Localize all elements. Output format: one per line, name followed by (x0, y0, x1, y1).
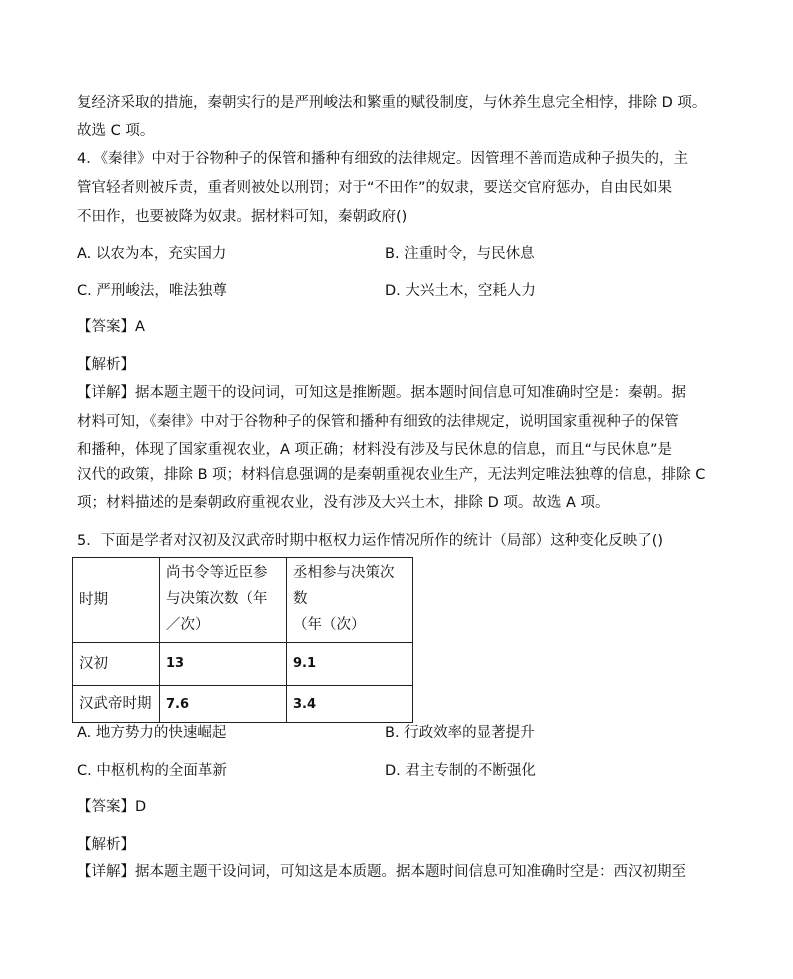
header-chancellor-line-2: （年（次） (293, 617, 366, 633)
question-5-line-1: 5．下面是学者对汉初及汉武帝时期中枢权力运作情况所作的统计（局部）这种变化反映了() (77, 533, 664, 549)
q5-answer: 【答案】D (77, 799, 147, 815)
header-close-officials-line-3: ／次） (166, 617, 210, 633)
decision-statistics-table (72, 557, 413, 723)
question-4-line-2: 管官轻者则被斥责，重者则被处以刑罚；对于“不田作”的奴隶，要送交官府惩办，自由民如果 (77, 180, 673, 196)
question-4-line-3: 不田作，也要被降为奴隶。据材料可知，秦朝政府() (77, 209, 408, 225)
header-period: 时期 (73, 558, 160, 643)
q5-detail-line-1: 【详解】据本题主题干设问词，可知这是本质题。据本题时间信息可知准确时空是：西汉初期至 (77, 864, 686, 880)
table-row (73, 686, 413, 723)
q5-option-a: A. 地方势力的快速崛起 (77, 725, 227, 741)
table-header-row (73, 558, 413, 643)
q4-option-a: A. 以农为本，充实国力 (77, 246, 227, 262)
row-chancellor-value: 3.4 (293, 697, 317, 712)
q4-detail-line-2: 材料可知，《秦律》中对于谷物种子的保管和播种有细致的法律规定，说明国家重视种子的保管 (77, 414, 679, 430)
q5-option-c: C. 中枢机构的全面革新 (77, 763, 227, 779)
header-close-officials-line-2: 与决策次数（年 (166, 591, 268, 607)
q4-option-d: D. 大兴土木，空耗人力 (385, 283, 536, 299)
q5-analysis-heading: 【解析】 (77, 837, 135, 853)
q4-detail-line-1: 【详解】据本题主题干的设问词，可知这是推断题。据本题时间信息可知准确时空是：秦朝。据 (77, 385, 686, 401)
q4-detail-line-4: 汉代的政策，排除 B 项；材料信息强调的是秦朝重视农业生产，无法判定唯法独尊的信息，排除 C (77, 467, 706, 483)
row-chancellor-value: 9.1 (293, 656, 317, 671)
row-period: 汉初 (73, 643, 160, 686)
question-4-line-1: 4．《秦律》中对于谷物种子的保管和播种有细致的法律规定。因管理不善而造成种子损失的，主 (77, 151, 688, 167)
row-close-officials-value: 13 (166, 656, 185, 671)
q4-detail-line-3: 和播种，体现了国家重视农业，A 项正确；材料没有涉及与民休息的信息，而且“与民休息”是 (77, 442, 673, 458)
q4-analysis-heading: 【解析】 (77, 357, 135, 373)
prev-answer-line-1: 复经济采取的措施，秦朝实行的是严刑峻法和繁重的赋役制度，与休养生息完全相悖，排除 D 项。 (77, 95, 707, 111)
q4-option-b: B. 注重时令，与民休息 (385, 246, 535, 262)
prev-answer-line-2: 故选 C 项。 (77, 123, 155, 139)
q5-option-d: D. 君主专制的不断强化 (385, 763, 536, 779)
q4-detail-line-5: 项；材料描述的是秦朝政府重视农业，没有涉及大兴土木，排除 D 项。故选 A 项。 (77, 495, 610, 511)
q4-answer: 【答案】A (77, 319, 145, 335)
header-chancellor-line-1: 丞相参与决策次数 (293, 565, 395, 607)
q5-option-b: B. 行政效率的显著提升 (385, 725, 535, 741)
row-period: 汉武帝时期 (73, 686, 160, 723)
header-close-officials (160, 558, 287, 643)
header-close-officials-line-1: 尚书令等近臣参 (166, 565, 268, 581)
q4-option-c: C. 严刑峻法，唯法独尊 (77, 283, 227, 299)
header-chancellor (287, 558, 413, 643)
table-row (73, 643, 413, 686)
row-close-officials-value: 7.6 (166, 697, 190, 712)
